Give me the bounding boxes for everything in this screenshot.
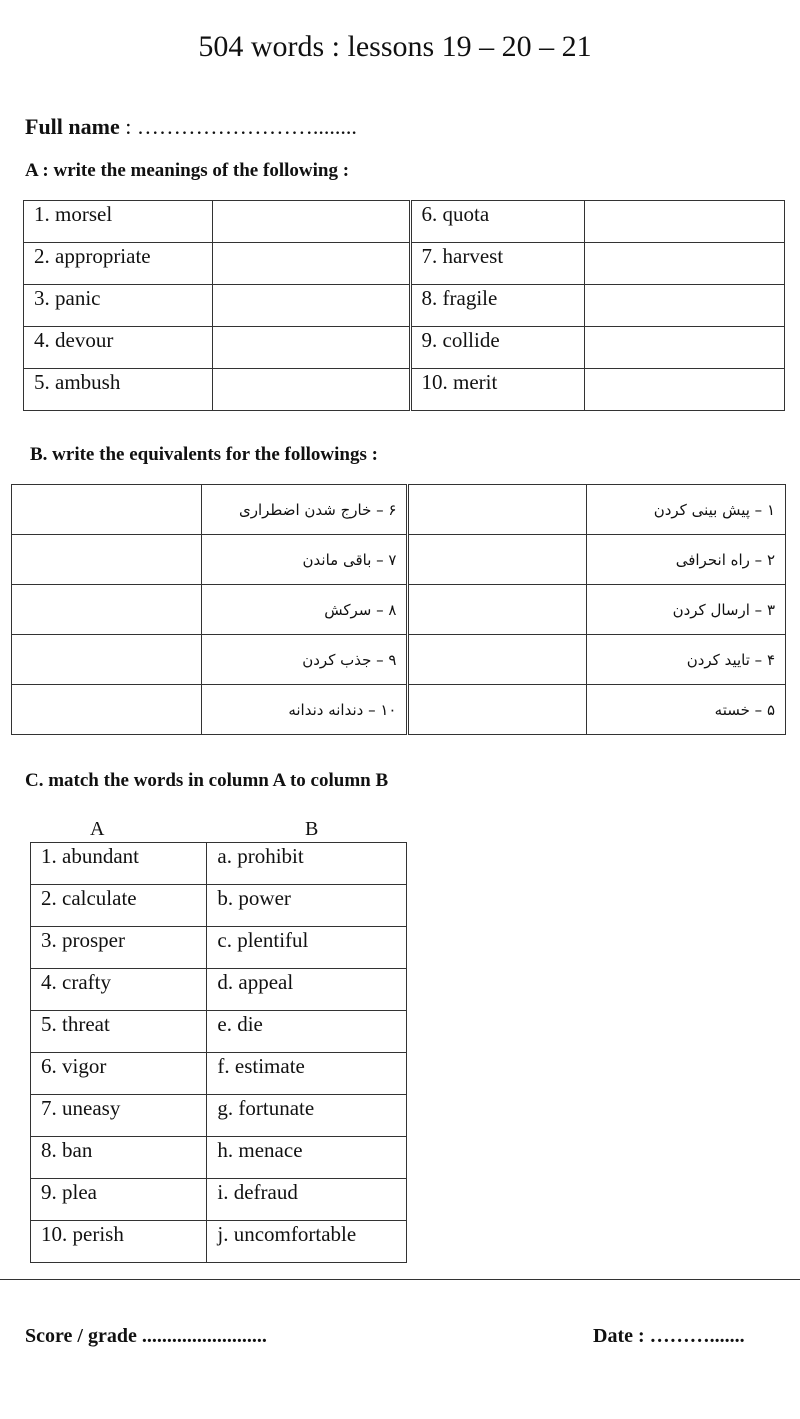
section-b-table — [11, 484, 786, 735]
full-name-separator: : — [119, 114, 137, 139]
column-a-word: 8. ban — [31, 1137, 207, 1179]
table-row — [12, 635, 786, 685]
persian-word-cell: ۵ – خسته — [587, 685, 786, 735]
word-cell: 7. harvest — [410, 243, 585, 285]
column-b-word: b. power — [207, 885, 407, 927]
full-name-label: Full name — [25, 114, 120, 139]
answer-cell[interactable] — [12, 535, 202, 585]
answer-cell[interactable] — [408, 485, 587, 535]
table-row — [31, 885, 407, 927]
table-row — [31, 969, 407, 1011]
word-cell: 9. collide — [410, 327, 585, 369]
table-row — [24, 369, 785, 411]
section-b-heading: B. write the equivalents for the followings : — [30, 444, 378, 465]
column-b-word: d. appeal — [207, 969, 407, 1011]
table-row — [24, 327, 785, 369]
date-field[interactable]: Date : ………....... — [593, 1325, 745, 1347]
word-cell: 2. appropriate — [24, 243, 213, 285]
answer-cell[interactable] — [408, 535, 587, 585]
column-a-word: 9. plea — [31, 1179, 207, 1221]
answer-cell[interactable] — [585, 243, 785, 285]
persian-word-cell: ۶ – خارج شدن اضطراری — [201, 485, 408, 535]
word-cell: 6. quota — [410, 201, 585, 243]
answer-cell[interactable] — [12, 485, 202, 535]
word-cell: 4. devour — [24, 327, 213, 369]
answer-cell[interactable] — [212, 243, 410, 285]
table-row — [31, 1179, 407, 1221]
answer-cell[interactable] — [585, 285, 785, 327]
section-a-table — [23, 200, 785, 411]
table-row — [31, 927, 407, 969]
score-field[interactable]: Score / grade ......................... — [25, 1325, 267, 1347]
answer-cell[interactable] — [408, 585, 587, 635]
persian-word-cell: ۸ – سرکش — [201, 585, 408, 635]
section-c-heading: C. match the words in column A to column B — [25, 770, 389, 791]
word-cell: 10. merit — [410, 369, 585, 411]
table-row — [31, 1095, 407, 1137]
column-b-word: c. plentiful — [207, 927, 407, 969]
persian-word-cell: ۹ – جذب کردن — [201, 635, 408, 685]
table-row — [31, 1053, 407, 1095]
persian-word-cell: ۷ – باقی ماندن — [201, 535, 408, 585]
column-b-label: B — [305, 818, 319, 840]
column-a-word: 10. perish — [31, 1221, 207, 1263]
word-cell: 1. morsel — [24, 201, 213, 243]
table-row — [12, 485, 786, 535]
persian-word-cell: ۴ – تایید کردن — [587, 635, 786, 685]
footer-divider — [0, 1279, 800, 1280]
answer-cell[interactable] — [212, 369, 410, 411]
persian-word-cell: ۱ – پیش بینی کردن — [587, 485, 786, 535]
word-cell: 5. ambush — [24, 369, 213, 411]
table-row — [31, 1137, 407, 1179]
column-b-word: g. fortunate — [207, 1095, 407, 1137]
word-cell: 8. fragile — [410, 285, 585, 327]
column-a-word: 1. abundant — [31, 843, 207, 885]
column-a-word: 5. threat — [31, 1011, 207, 1053]
table-row — [12, 585, 786, 635]
column-a-label: A — [90, 818, 105, 840]
table-row — [31, 1221, 407, 1263]
answer-cell[interactable] — [212, 285, 410, 327]
column-a-word: 6. vigor — [31, 1053, 207, 1095]
full-name-blank[interactable]: ……………………........ — [136, 114, 357, 139]
table-row — [12, 685, 786, 735]
column-a-word: 7. uneasy — [31, 1095, 207, 1137]
column-b-word: e. die — [207, 1011, 407, 1053]
answer-cell[interactable] — [12, 635, 202, 685]
persian-word-cell: ۱۰ – دندانه دندانه — [201, 685, 408, 735]
section-a-heading: A : write the meanings of the following : — [25, 160, 350, 181]
answer-cell[interactable] — [585, 327, 785, 369]
table-row — [31, 1011, 407, 1053]
column-a-word: 3. prosper — [31, 927, 207, 969]
persian-word-cell: ۳ – ارسال کردن — [587, 585, 786, 635]
answer-cell[interactable] — [408, 685, 587, 735]
answer-cell[interactable] — [212, 327, 410, 369]
column-a-word: 4. crafty — [31, 969, 207, 1011]
column-b-word: f. estimate — [207, 1053, 407, 1095]
column-a-word: 2. calculate — [31, 885, 207, 927]
table-row — [31, 843, 407, 885]
answer-cell[interactable] — [408, 635, 587, 685]
table-row — [24, 285, 785, 327]
table-row — [24, 201, 785, 243]
answer-cell[interactable] — [12, 585, 202, 635]
persian-word-cell: ۲ – راه انحرافی — [587, 535, 786, 585]
word-cell: 3. panic — [24, 285, 213, 327]
table-row — [24, 243, 785, 285]
column-b-word: j. uncomfortable — [207, 1221, 407, 1263]
page-title: 504 words : lessons 19 – 20 – 21 — [198, 30, 592, 63]
answer-cell[interactable] — [212, 201, 410, 243]
table-row — [12, 535, 786, 585]
column-b-word: i. defraud — [207, 1179, 407, 1221]
column-b-word: h. menace — [207, 1137, 407, 1179]
full-name-line — [25, 114, 357, 140]
column-b-word: a. prohibit — [207, 843, 407, 885]
answer-cell[interactable] — [585, 201, 785, 243]
answer-cell[interactable] — [585, 369, 785, 411]
section-c-table — [30, 842, 407, 1263]
answer-cell[interactable] — [12, 685, 202, 735]
